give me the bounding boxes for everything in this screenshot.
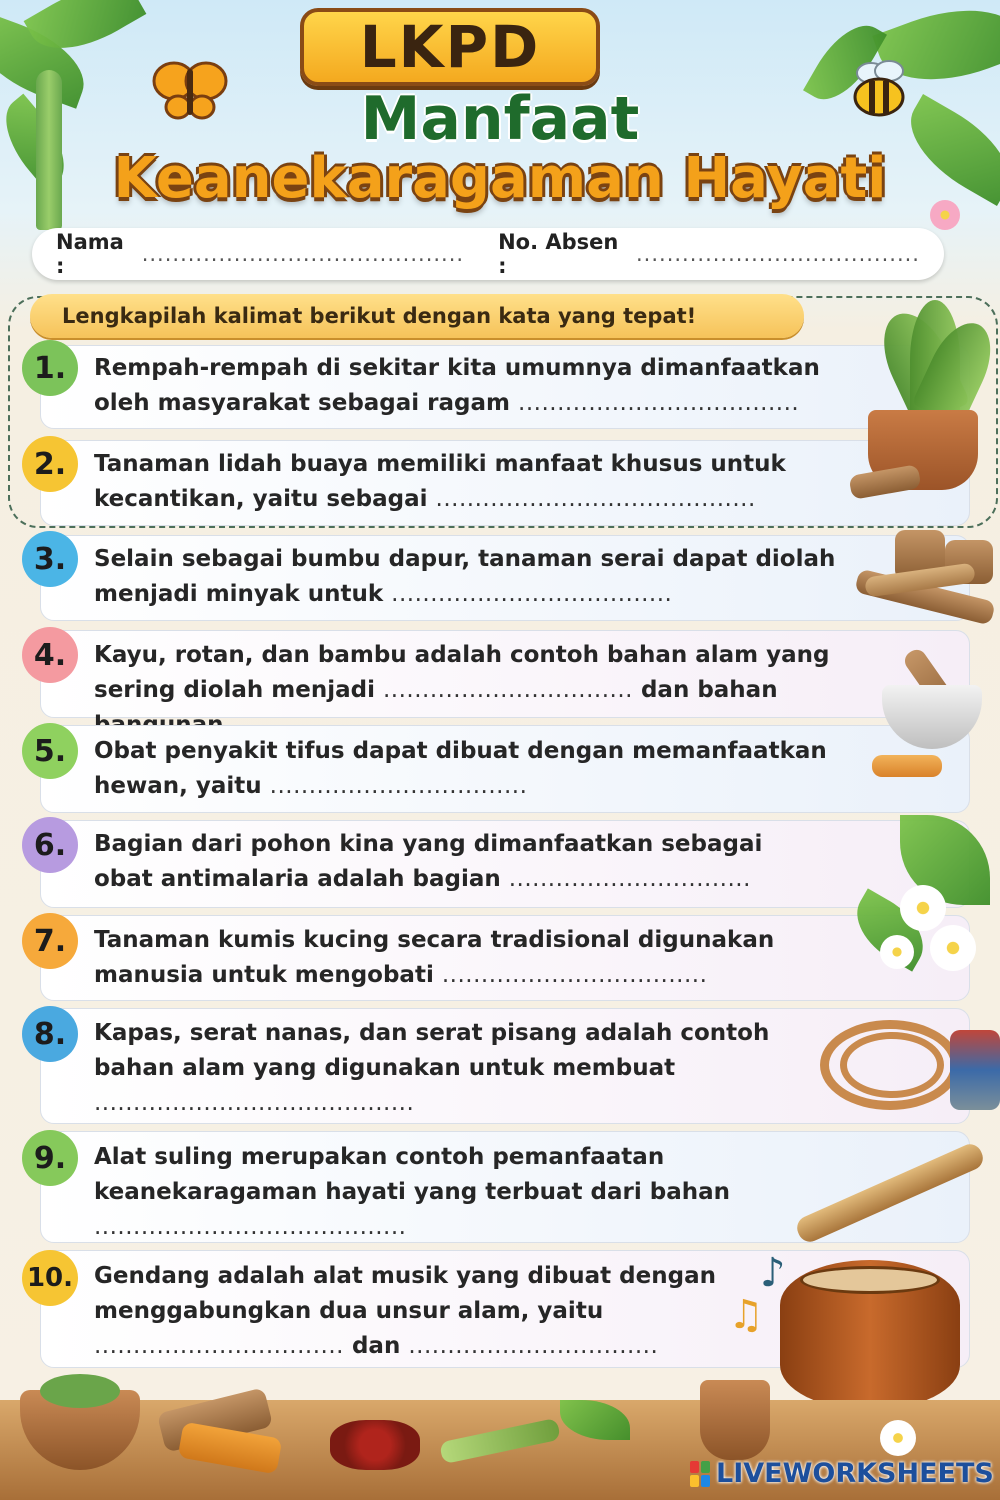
- question-line: Tanaman lidah buaya memiliki manfaat khusus untuk: [94, 451, 786, 477]
- question-line-text: dan: [343, 1333, 409, 1359]
- jasmine-flower-icon: [840, 815, 1000, 985]
- question-number-9: 9.: [22, 1130, 78, 1186]
- music-note-icon: ♫: [728, 1292, 764, 1338]
- question-line: [94, 482, 874, 517]
- question-line-text: oleh masyarakat sebagai ragam: [94, 390, 519, 416]
- question-line: Kapas, serat nanas, dan serat pisang adalah contoh: [94, 1020, 770, 1046]
- mortar-pestle-icon: [862, 645, 1000, 795]
- question-line-text: obat antimalaria adalah bagian: [94, 866, 509, 892]
- question-line: bahan alam yang digunakan untuk membuat: [94, 1055, 676, 1081]
- badge-text: LKPD: [359, 13, 541, 81]
- question-text-7: [94, 923, 874, 993]
- question-line: [94, 958, 874, 993]
- answer-blank-5[interactable]: .................................: [269, 773, 528, 799]
- question-text-1: [94, 351, 874, 421]
- question-line-text: dan bahan: [640, 677, 778, 703]
- watermark-text: LIVEWORKSHEETS: [716, 1458, 994, 1489]
- question-line: [94, 1210, 874, 1245]
- name-label: Nama :: [56, 230, 124, 278]
- question-text-8: [94, 1016, 874, 1121]
- absen-label: No. Absen :: [498, 230, 619, 278]
- question-text-6: [94, 827, 874, 897]
- question-number-7: 7.: [22, 913, 78, 969]
- page-title-line1: Manfaat: [360, 84, 640, 154]
- title-badge: [300, 8, 600, 86]
- question-line: Bagian dari pohon kina yang dimanfaatkan sebagai: [94, 831, 763, 857]
- question-line: [94, 769, 874, 804]
- lemongrass-wood-icon: [845, 530, 1000, 640]
- question-line: Gendang adalah alat musik yang dibuat dengan: [94, 1263, 716, 1289]
- question-line: Kayu, rotan, dan bambu adalah contoh bahan alam yang: [94, 642, 830, 668]
- instruction-banner: Lengkapilah kalimat berikut dengan kata yang tepat!: [30, 294, 804, 338]
- question-text-3: [94, 542, 874, 612]
- question-line: [94, 386, 874, 421]
- liveworksheets-icon: [690, 1461, 710, 1487]
- question-number-8: 8.: [22, 1006, 78, 1062]
- page-title-line2: Keanekaragaman Hayati: [113, 146, 887, 211]
- answer-blank-1[interactable]: ....................................: [518, 390, 800, 416]
- question-line: keanekaragaman hayati yang terbuat dari bahan: [94, 1179, 731, 1205]
- absen-field-group[interactable]: [498, 230, 920, 278]
- question-number-2: 2.: [22, 436, 78, 492]
- liveworksheets-logo: [690, 1458, 994, 1489]
- question-line-text: kecantikan, yaitu sebagai: [94, 486, 436, 512]
- question-line: [94, 577, 874, 612]
- answer-blank-3[interactable]: ....................................: [391, 581, 673, 607]
- answer-blank-2[interactable]: .........................................: [435, 486, 756, 512]
- name-field-group[interactable]: [56, 230, 464, 278]
- bamboo-flute-icon: [790, 1130, 990, 1240]
- question-line-text: hewan, yaitu: [94, 773, 270, 799]
- question-number-1: 1.: [22, 340, 78, 396]
- identity-bar: [32, 228, 944, 280]
- question-line: Selain sebagai bumbu dapur, tanaman serai dapat diolah: [94, 546, 836, 572]
- question-number-4: 4.: [22, 627, 78, 683]
- answer-blank-10a[interactable]: ................................: [94, 1333, 344, 1359]
- music-note-icon: ♪: [760, 1250, 786, 1296]
- question-line: Alat suling merupakan contoh pemanfaatan: [94, 1144, 665, 1170]
- name-blank[interactable]: ..........................................: [141, 242, 465, 266]
- absen-blank[interactable]: .....................................: [636, 242, 920, 266]
- aloe-vera-pot-icon: [850, 300, 990, 520]
- question-line-text: menjadi minyak untuk: [94, 581, 392, 607]
- answer-blank-4[interactable]: ................................: [383, 677, 633, 703]
- question-line-text: sering diolah menjadi: [94, 677, 383, 703]
- question-line: Rempah-rempah di sekitar kita umumnya dimanfaatkan: [94, 355, 820, 381]
- rope-coil-icon: [800, 1010, 1000, 1120]
- question-line: [94, 862, 874, 897]
- question-line: Tanaman kumis kucing secara tradisional digunakan: [94, 927, 775, 953]
- answer-blank-6[interactable]: ...............................: [508, 866, 751, 892]
- question-number-6: 6.: [22, 817, 78, 873]
- answer-blank-7[interactable]: ..................................: [441, 962, 708, 988]
- question-line: menggabungkan dua unsur alam, yaitu: [94, 1298, 604, 1324]
- question-text-9: [94, 1140, 874, 1245]
- question-line: Obat penyakit tifus dapat dibuat dengan memanfaatkan: [94, 738, 827, 764]
- question-line: [94, 1086, 874, 1121]
- question-line-text: manusia untuk mengobati: [94, 962, 442, 988]
- question-number-3: 3.: [22, 531, 78, 587]
- question-text-5: [94, 734, 874, 804]
- answer-blank-8[interactable]: .........................................: [94, 1090, 415, 1116]
- answer-blank-9[interactable]: ........................................: [94, 1214, 407, 1240]
- question-number-10: 10.: [22, 1250, 78, 1306]
- answer-blank-10b[interactable]: ................................: [408, 1333, 659, 1359]
- question-text-2: [94, 447, 874, 517]
- question-number-5: 5.: [22, 723, 78, 779]
